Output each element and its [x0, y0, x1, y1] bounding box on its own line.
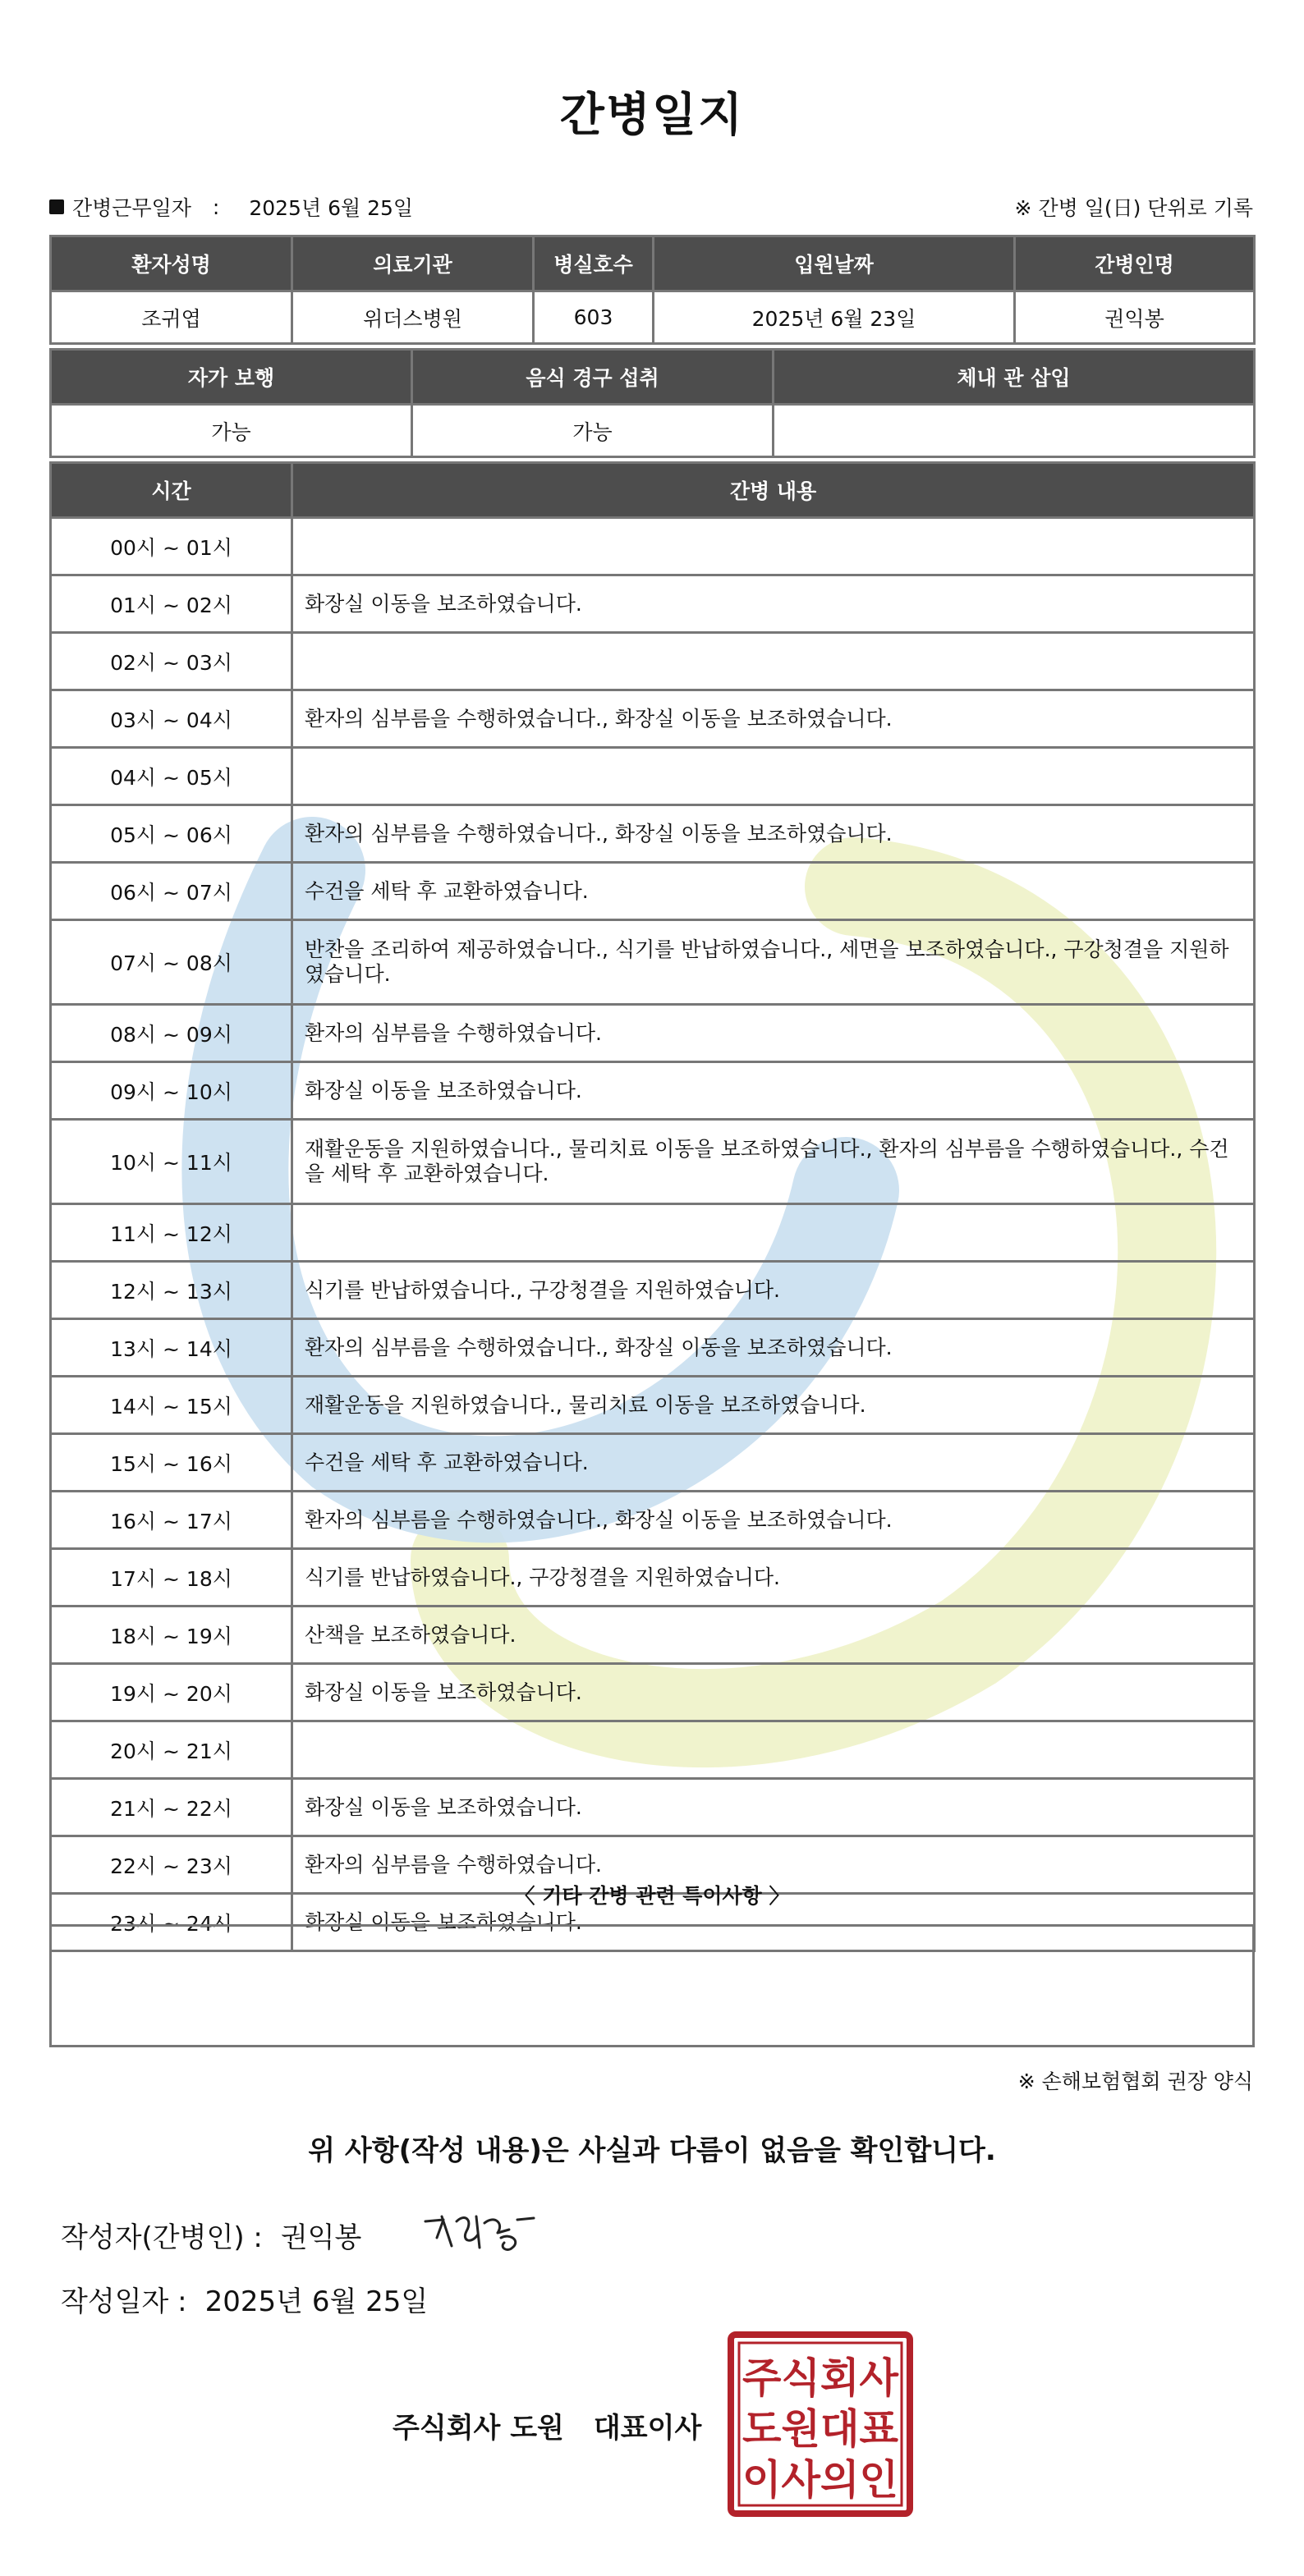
- content-cell: 화장실 이동을 보조하였습니다.: [292, 575, 1255, 633]
- header-time: 시간: [51, 463, 292, 518]
- time-cell: 11시 ~ 12시: [51, 1204, 292, 1262]
- header-self-walking: 자가 보행: [51, 350, 412, 405]
- table-row: [51, 518, 1255, 575]
- header-patient-name: 환자성명: [51, 236, 292, 291]
- written-date-label: 작성일자 :: [61, 2285, 187, 2318]
- table-row: [51, 1549, 1255, 1607]
- hospital: 위더스병원: [292, 291, 534, 344]
- time-cell: 05시 ~ 06시: [51, 805, 292, 863]
- table-row: [51, 1492, 1255, 1549]
- patient-table: [49, 235, 1256, 345]
- content-cell: 수건을 세탁 후 교환하였습니다.: [292, 863, 1255, 920]
- header-caregiver-name: 간병인명: [1015, 236, 1255, 291]
- header-care-content: 간병 내용: [292, 463, 1255, 518]
- time-cell: 19시 ~ 20시: [51, 1664, 292, 1721]
- table-row: [51, 1062, 1255, 1120]
- time-cell: 03시 ~ 04시: [51, 690, 292, 748]
- square-bullet-icon: [49, 199, 64, 214]
- writer-label: 작성자(간병인) :: [61, 2221, 263, 2254]
- content-cell: 식기를 반납하였습니다., 구강청결을 지원하였습니다.: [292, 1262, 1255, 1319]
- content-cell: 화장실 이동을 보조하였습니다.: [292, 1894, 1255, 1951]
- time-cell: 04시 ~ 05시: [51, 748, 292, 805]
- time-cell: 20시 ~ 21시: [51, 1721, 292, 1779]
- table-row: [51, 1664, 1255, 1721]
- content-cell: [292, 1204, 1255, 1262]
- care-log-table: [49, 461, 1256, 1952]
- time-cell: 22시 ~ 23시: [51, 1836, 292, 1894]
- table-row: [51, 1779, 1255, 1836]
- table-row: [51, 1721, 1255, 1779]
- content-cell: 환자의 심부름을 수행하였습니다., 화장실 이동을 보조하였습니다.: [292, 690, 1255, 748]
- caregiver-name: 권익봉: [1015, 291, 1255, 344]
- patient-name: 조귀엽: [51, 291, 292, 344]
- content-cell: 화장실 이동을 보조하였습니다.: [292, 1664, 1255, 1721]
- table-row: [51, 1005, 1255, 1062]
- record-note: ※ 간병 일(日) 단위로 기록: [1014, 196, 1253, 220]
- seal-line-1: 주식회사: [742, 2354, 899, 2402]
- time-cell: 01시 ~ 02시: [51, 575, 292, 633]
- written-date: 2025년 6월 25일: [204, 2285, 429, 2318]
- work-date-label: 간병근무일자: [72, 196, 191, 220]
- self-walking: 가능: [51, 405, 412, 457]
- content-cell: 환자의 심부름을 수행하였습니다.: [292, 1836, 1255, 1894]
- time-cell: 12시 ~ 13시: [51, 1262, 292, 1319]
- time-cell: 13시 ~ 14시: [51, 1319, 292, 1377]
- content-cell: 환자의 심부름을 수행하였습니다., 화장실 이동을 보조하였습니다.: [292, 1492, 1255, 1549]
- content-cell: 재활운동을 지원하였습니다., 물리치료 이동을 보조하였습니다., 환자의 심부름을 수행하였습니다., 수건을 세탁 후 교환하였습니다.: [292, 1120, 1255, 1204]
- work-date-value: 2025년 6월 25일: [249, 196, 414, 220]
- time-cell: 10시 ~ 11시: [51, 1120, 292, 1204]
- header-oral-intake: 음식 경구 섭취: [412, 350, 774, 405]
- time-cell: 02시 ~ 03시: [51, 633, 292, 690]
- table-row: [51, 1204, 1255, 1262]
- seal-line-3: 이사의인: [742, 2456, 898, 2504]
- company-name: 주식회사 도원: [393, 2412, 564, 2445]
- content-cell: 화장실 이동을 보조하였습니다.: [292, 1779, 1255, 1836]
- oral-intake: 가능: [412, 405, 774, 457]
- time-cell: 06시 ~ 07시: [51, 863, 292, 920]
- time-cell: 07시 ~ 08시: [51, 920, 292, 1005]
- time-cell: 08시 ~ 09시: [51, 1005, 292, 1062]
- time-cell: 15시 ~ 16시: [51, 1434, 292, 1492]
- content-cell: 재활운동을 지원하였습니다., 물리치료 이동을 보조하였습니다.: [292, 1377, 1255, 1434]
- content-cell: 산책을 보조하였습니다.: [292, 1607, 1255, 1664]
- header-room-number: 병실호수: [534, 236, 654, 291]
- header-tube-insertion: 체내 관 삽입: [774, 350, 1255, 405]
- table-row: [51, 1434, 1255, 1492]
- header-hospital: 의료기관: [292, 236, 534, 291]
- content-cell: 식기를 반납하였습니다., 구강청결을 지원하였습니다.: [292, 1549, 1255, 1607]
- table-row: [51, 690, 1255, 748]
- table-row: [51, 1319, 1255, 1377]
- admission-date: 2025년 6월 23일: [654, 291, 1015, 344]
- status-table: [49, 348, 1256, 458]
- content-cell: [292, 1721, 1255, 1779]
- written-date-line: [61, 2279, 428, 2319]
- time-cell: 18시 ~ 19시: [51, 1607, 292, 1664]
- content-cell: 환자의 심부름을 수행하였습니다.: [292, 1005, 1255, 1062]
- content-cell: 환자의 심부름을 수행하였습니다., 화장실 이동을 보조하였습니다.: [292, 805, 1255, 863]
- table-row: [51, 805, 1255, 863]
- page-title: 간병일지: [559, 89, 745, 142]
- writer-line: [61, 2215, 361, 2255]
- notes-box: [49, 1924, 1255, 2047]
- confirmation-statement: 위 사항(작성 내용)은 사실과 다름이 없음을 확인합니다.: [308, 2134, 996, 2167]
- colon: :: [212, 195, 220, 219]
- table-row: [51, 575, 1255, 633]
- time-cell: 14시 ~ 15시: [51, 1377, 292, 1434]
- handwritten-signature: [419, 2205, 550, 2262]
- table-row: [51, 1262, 1255, 1319]
- table-row: [51, 863, 1255, 920]
- table-row: [51, 748, 1255, 805]
- time-cell: 09시 ~ 10시: [51, 1062, 292, 1120]
- writer-name: 권익봉: [280, 2221, 362, 2254]
- content-cell: 환자의 심부름을 수행하였습니다., 화장실 이동을 보조하였습니다.: [292, 1319, 1255, 1377]
- table-row: [51, 633, 1255, 690]
- meta-row: [49, 194, 1253, 220]
- time-cell: 21시 ~ 22시: [51, 1779, 292, 1836]
- time-cell: 17시 ~ 18시: [51, 1549, 292, 1607]
- content-cell: 반찬을 조리하여 제공하였습니다., 식기를 반납하였습니다., 세면을 보조하였습니다., 구강청결을 지원하였습니다.: [292, 920, 1255, 1005]
- notes-title: 〈 기타 간병 관련 특이사항 〉: [514, 1884, 790, 1908]
- seal-line-2: 도원대표: [742, 2405, 899, 2453]
- content-cell: 수건을 세탁 후 교환하였습니다.: [292, 1434, 1255, 1492]
- content-cell: [292, 748, 1255, 805]
- tube-insertion: [774, 405, 1255, 457]
- insurance-note: ※ 손해보험협회 권장 양식: [1017, 2070, 1253, 2093]
- work-date: [49, 192, 413, 222]
- company-role: 대표이사: [593, 2412, 702, 2445]
- header-admission-date: 입원날짜: [654, 236, 1015, 291]
- time-cell: 16시 ~ 17시: [51, 1492, 292, 1549]
- table-row: [51, 920, 1255, 1005]
- content-cell: 화장실 이동을 보조하였습니다.: [292, 1062, 1255, 1120]
- company-seal-stamp: [728, 2331, 913, 2517]
- content-cell: [292, 518, 1255, 575]
- company-line: [393, 2405, 701, 2445]
- time-cell: 23시 ~ 24시: [51, 1894, 292, 1951]
- table-row: [51, 1377, 1255, 1434]
- table-row: [51, 1607, 1255, 1664]
- time-cell: 00시 ~ 01시: [51, 518, 292, 575]
- content-cell: [292, 633, 1255, 690]
- table-row: [51, 1120, 1255, 1204]
- room-number: 603: [534, 291, 654, 344]
